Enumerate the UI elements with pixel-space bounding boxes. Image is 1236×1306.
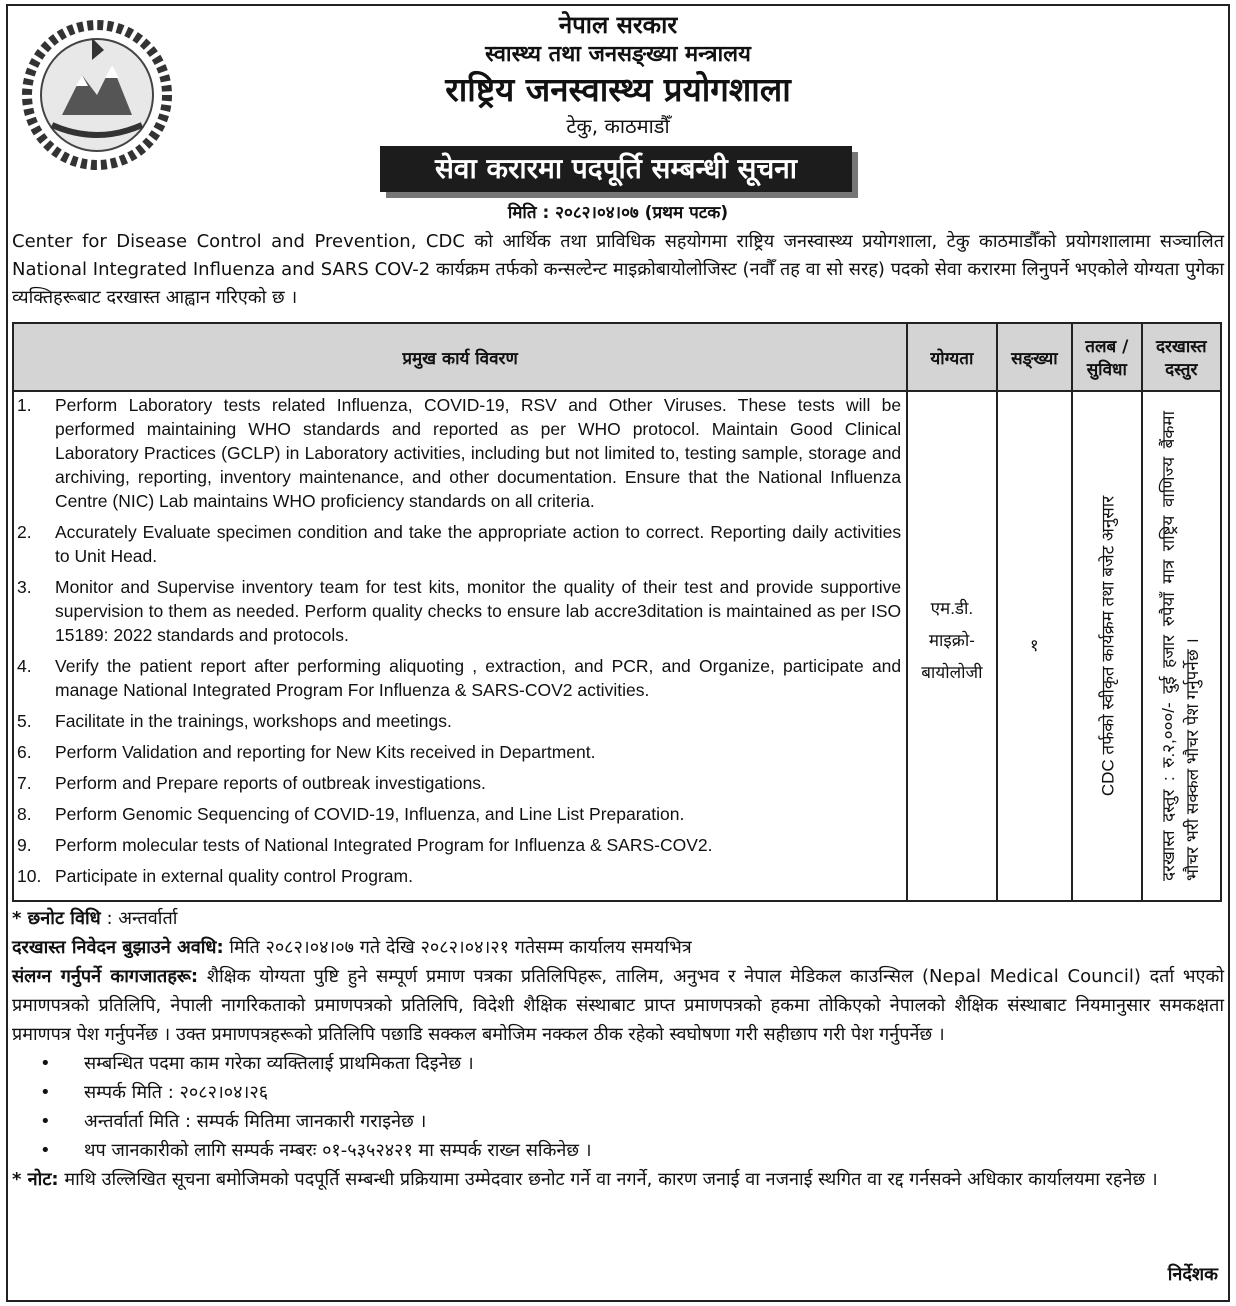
- duty-number: 2.: [17, 522, 32, 542]
- selection-value: : अन्तर्वार्ता: [106, 908, 178, 929]
- duty-item: [17, 802, 901, 826]
- bullet-text: सम्बन्धित पदमा काम गरेका व्यक्तिलाई प्राथमिकता दिइनेछ ।: [84, 1053, 474, 1074]
- qualification-line: माइक्रो-: [928, 631, 975, 650]
- bullet-text: सम्पर्क मिति : २०८२।०४।२६: [84, 1082, 269, 1103]
- fee-text: दरखास्त दस्तुर : रु.२,०००/- दुई हजार रुपैयाँ मात्र राष्ट्रिय वाणिज्य बैंकमा भौचर भरी सक्कल भौचर पेश गर्नुपर्नेछ ।: [1159, 411, 1203, 881]
- list-item: • थप जानकारीको लागि सम्पर्क नम्बरः ०१-५३५२४२१ मा सम्पर्क राख्न सकिनेछ ।: [12, 1136, 1224, 1165]
- duty-number: 3.: [17, 577, 32, 597]
- duty-number: 1.: [17, 395, 32, 415]
- selection-method: [12, 904, 1224, 933]
- duty-text: Perform molecular tests of National Integrated Program for Influenza & SARS-COV2.: [55, 835, 713, 855]
- duty-item: [17, 393, 901, 513]
- period-value: मिति २०८२।०४।०७ गते देखि २०८२।०४।२१ गतेसम्म कार्यालय समयभित्र: [223, 937, 692, 958]
- duty-item: [17, 771, 901, 795]
- duty-item: [17, 654, 901, 702]
- note: [12, 1165, 1224, 1194]
- duty-number: 8.: [17, 804, 32, 824]
- ministry-name: स्वास्थ्य तथा जनसङ्ख्या मन्त्रालय: [485, 42, 751, 67]
- duty-item: [17, 864, 901, 888]
- duty-text: Participate in external quality control Program.: [55, 866, 413, 886]
- office-name: राष्ट्रिय जनस्वास्थ्य प्रयोगशाला: [445, 70, 791, 109]
- duty-number: 7.: [17, 773, 32, 793]
- duty-item: [17, 709, 901, 733]
- salary-cell: [1072, 391, 1141, 901]
- duty-item: [17, 833, 901, 857]
- position-count: १: [1029, 636, 1039, 655]
- note-label: * नोट:: [12, 1169, 59, 1190]
- header-salary: तलब / सुविधा: [1072, 323, 1141, 391]
- qualification-cell: [907, 391, 996, 901]
- docs-label: संलग्न गर्नुपर्ने कागजातहरू:: [12, 966, 199, 987]
- note-value: माथि उल्लिखित सूचना बमोजिमको पदपूर्ति सम्बन्धी प्रक्रियामा उम्मेदवार छनोट गर्ने वा नगर्ने, कारण जनाई वा नजनाई स्थगित वा रद्द गर्नसक्ने अधिकार कार्यालयमा रहनेछ ।: [58, 1169, 1158, 1190]
- period-label: दरखास्त निवेदन बुझाउने अवधि:: [12, 937, 224, 958]
- duties-cell: [13, 391, 907, 901]
- number-cell: [997, 391, 1072, 901]
- list-item: • सम्बन्धित पदमा काम गरेका व्यक्तिलाई प्राथमिकता दिइनेछ ।: [12, 1049, 1224, 1078]
- details-section: [12, 904, 1224, 1194]
- fee-cell: [1142, 391, 1221, 901]
- duty-number: 9.: [17, 835, 32, 855]
- duty-text: Perform Genomic Sequencing of COVID-19, Influenza, and Line List Preparation.: [55, 804, 685, 824]
- bullet-text: अन्तर्वार्ता मिति : सम्पर्क मितिमा जानकारी गराइनेछ ।: [84, 1111, 427, 1132]
- application-period: [12, 933, 1224, 962]
- header-qualification: योग्यता: [907, 323, 996, 391]
- duty-number: 5.: [17, 711, 32, 731]
- notice-date: मिति : २०८२।०४।०७ (प्रथम पटक): [507, 203, 729, 223]
- header-duties: प्रमुख कार्य विवरण: [13, 323, 907, 391]
- duty-number: 10.: [17, 866, 42, 886]
- duty-text: Monitor and Supervise inventory team for test kits, monitor the quality of their test and provide supportive supervision to them as needed. Perform quality checks to ensure lab accre3ditation is maintained as per ISO 15189: 2022 standards and protocols.: [55, 577, 902, 645]
- notice-title: सेवा करारमा पदपूर्ति सम्बन्धी सूचना: [380, 146, 852, 192]
- duty-number: 6.: [17, 742, 32, 762]
- duty-text: Perform Validation and reporting for New Kits received in Department.: [55, 742, 596, 762]
- header-number: सङ्ख्या: [997, 323, 1072, 391]
- duty-text: Perform and Prepare reports of outbreak investigations.: [55, 773, 486, 793]
- required-documents: [12, 962, 1224, 1049]
- duty-text: Perform Laboratory tests related Influenza, COVID-19, RSV and Other Viruses. These tests will be performed maintaining WHO standards and reported as per WHO protocol. Maintain Good Clinical Laboratory Practices (GCLP) in Laboratory activities, including but not limited to, testing sample, storage and archiving, reporting, inventory maintenance, and other documentation. Ensure that the National Influenza Centre (NIC) Lab maintains WHO proficiency standards on all criteria.: [55, 395, 902, 511]
- duty-text: Verify the patient report after performing aliquoting , extraction, and PCR, and Organize, participate and manage National Integrated Program For Influenza & SARS-COV2 activities.: [55, 656, 902, 700]
- signature-title: निर्देशक: [1167, 1264, 1218, 1285]
- bullet-text: थप जानकारीको लागि सम्पर्क नम्बरः ०१-५३५२४२१ मा सम्पर्क राख्न सकिनेछ ।: [84, 1140, 592, 1161]
- office-location: टेकु, काठमाडौँ: [566, 114, 670, 138]
- duty-item: [17, 575, 901, 647]
- list-item: • सम्पर्क मिति : २०८२।०४।२६: [12, 1078, 1224, 1107]
- qualification-line: एम.डी.: [930, 599, 974, 618]
- duty-text: Accurately Evaluate specimen condition and take the appropriate action to correct. Reporting daily activities to Unit Head.: [55, 522, 902, 566]
- duty-item: [17, 740, 901, 764]
- intro-paragraph: Center for Disease Control and Prevention, CDC को आर्थिक तथा प्राविधिक सहयोगमा राष्ट्रिय जनस्वास्थ्य प्रयोगशाला, टेकु काठमाडौँको प्रयोगशालामा सञ्चालित National Integrated Influenza and SARS COV-2 कार्यक्रम तर्फको कन्सल्टेन्ट माइक्रोबायोलोजिस्ट (नवौँ तह वा सो सरह) पदको सेवा करारमा लिनुपर्ने भएकोले योग्यता पुगेका व्यक्तिहरूबाट दरखास्त आह्वान गरिएको छ ।: [12, 231, 1224, 308]
- vacancy-table: [12, 322, 1222, 902]
- duties-list: [15, 393, 905, 888]
- selection-label: * छनोट विधि: [12, 908, 101, 929]
- salary-text: CDC तर्फको स्वीकृत कार्यक्रम तथा बजेट अनुसार: [1098, 495, 1118, 797]
- qualification-line: बायोलोजी: [921, 663, 983, 682]
- docs-value: शैक्षिक योग्यता पुष्टि हुने सम्पूर्ण प्रमाण पत्रका प्रतिलिपिहरू, तालिम, अनुभव र नेपाल मेडिकल काउन्सिल (Nepal Medical Council) दर्ता भएको प्रमाणपत्रको प्रतिलिपि, नेपाली नागरिकताको प्रमाणपत्रको प्रतिलिपि, विदेशी शैक्षिक संस्थाबाट प्राप्त प्रमाणपत्रको हकमा तोकिएको नेपालको शैक्षिक संस्थाबाट नियमानुसार समकक्षता प्रमाणपत्र पेश गर्नुपर्नेछ । उक्त प्रमाणपत्रहरूको प्रतिलिपि पछाडि सक्कल बमोजिम नक्कल ठीक रहेको स्वघोषणा गरी सहीछाप गरी पेश गर्नुपर्नेछ ।: [12, 966, 1224, 1045]
- header-fee: दरखास्त दस्तुर: [1142, 323, 1221, 391]
- duty-item: [17, 520, 901, 568]
- list-item: • अन्तर्वार्ता मिति : सम्पर्क मितिमा जानकारी गराइनेछ ।: [12, 1107, 1224, 1136]
- government-name: नेपाल सरकार: [558, 11, 678, 39]
- duty-text: Facilitate in the trainings, workshops and meetings.: [55, 711, 452, 731]
- duty-number: 4.: [17, 656, 32, 676]
